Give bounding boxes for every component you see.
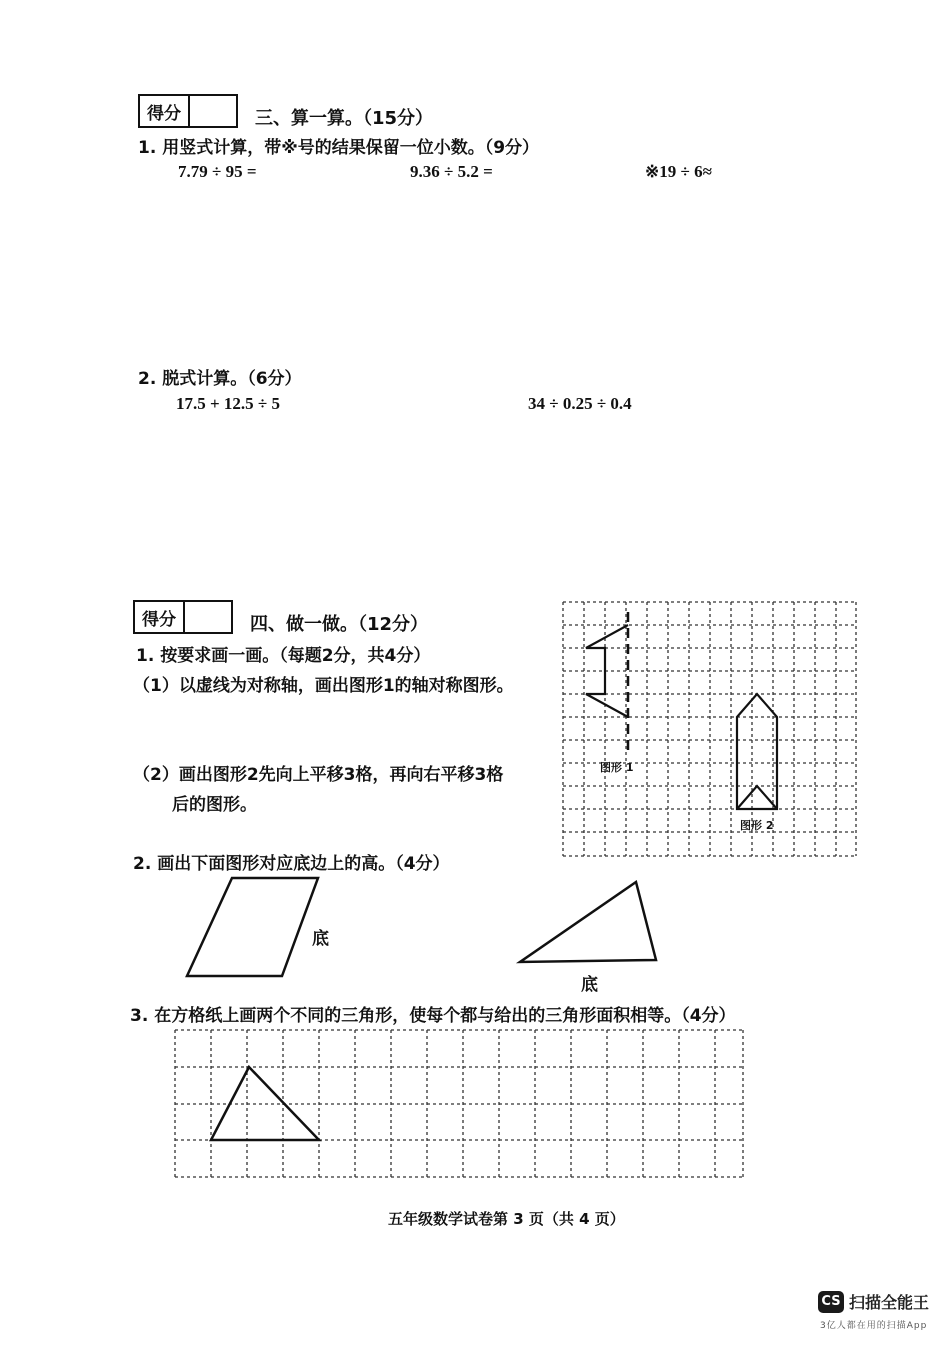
q3-1-title: 1. 用竖式计算，带※号的结果保留一位小数。（9分） (138, 138, 540, 158)
scanner-name: 扫描全能王 (849, 1293, 930, 1312)
score-label: 得分 (135, 602, 185, 632)
base-label-parallelogram: 底 (312, 929, 329, 949)
q4-1-sub2-line2: 后的图形。 (172, 795, 257, 815)
q3-1-expr3: ※19 ÷ 6≈ (645, 162, 712, 181)
q4-2-title: 2. 画出下面图形对应底边上的高。（4分） (133, 854, 450, 874)
scanner-tagline: 3亿人都在用的扫描App (820, 1321, 928, 1331)
score-label: 得分 (140, 96, 190, 126)
section3-title: 三、算一算。（15分） (255, 108, 434, 129)
base-label-triangle: 底 (581, 975, 598, 995)
score-box-section4 (133, 600, 233, 634)
section4-title: 四、做一做。（12分） (250, 614, 429, 635)
score-blank[interactable] (190, 96, 236, 126)
drawing-grid-q4-3[interactable] (168, 1024, 750, 1184)
parallelogram (187, 878, 318, 976)
triangle (520, 882, 656, 962)
figure-2-label: 图形 2 (740, 819, 774, 832)
q3-1-expr2: 9.36 ÷ 5.2 = (410, 162, 493, 181)
q4-1-sub1: （1）以虚线为对称轴，画出图形1的轴对称图形。 (133, 676, 514, 696)
score-box-section3 (138, 94, 238, 128)
q3-1-expr1: 7.79 ÷ 95 = (178, 162, 257, 181)
figure-1-label: 图形 1 (600, 761, 634, 774)
q3-2-expr1: 17.5 + 12.5 ÷ 5 (176, 394, 281, 413)
q4-3-title: 3. 在方格纸上画两个不同的三角形，使每个都与给出的三角形面积相等。（4分） (130, 1006, 736, 1026)
q3-2-expr2: 34 ÷ 0.25 ÷ 0.4 (528, 394, 632, 413)
drawing-grid-q4-1[interactable] (556, 598, 862, 860)
scanner-watermark (818, 1290, 929, 1313)
score-blank[interactable] (185, 602, 231, 632)
page-footer: 五年级数学试卷第 3 页（共 4 页） (388, 1210, 625, 1228)
q4-1-title: 1. 按要求画一画。（每题2分，共4分） (136, 646, 431, 666)
figure-2-shape (737, 694, 777, 809)
grid-lines (563, 602, 856, 856)
scanner-logo: CS (818, 1291, 844, 1313)
q3-2-title: 2. 脱式计算。（6分） (138, 369, 302, 389)
q4-1-sub2-line1: （2）画出图形2先向上平移3格，再向右平移3格 (133, 765, 504, 785)
grid-lines (175, 1030, 743, 1177)
